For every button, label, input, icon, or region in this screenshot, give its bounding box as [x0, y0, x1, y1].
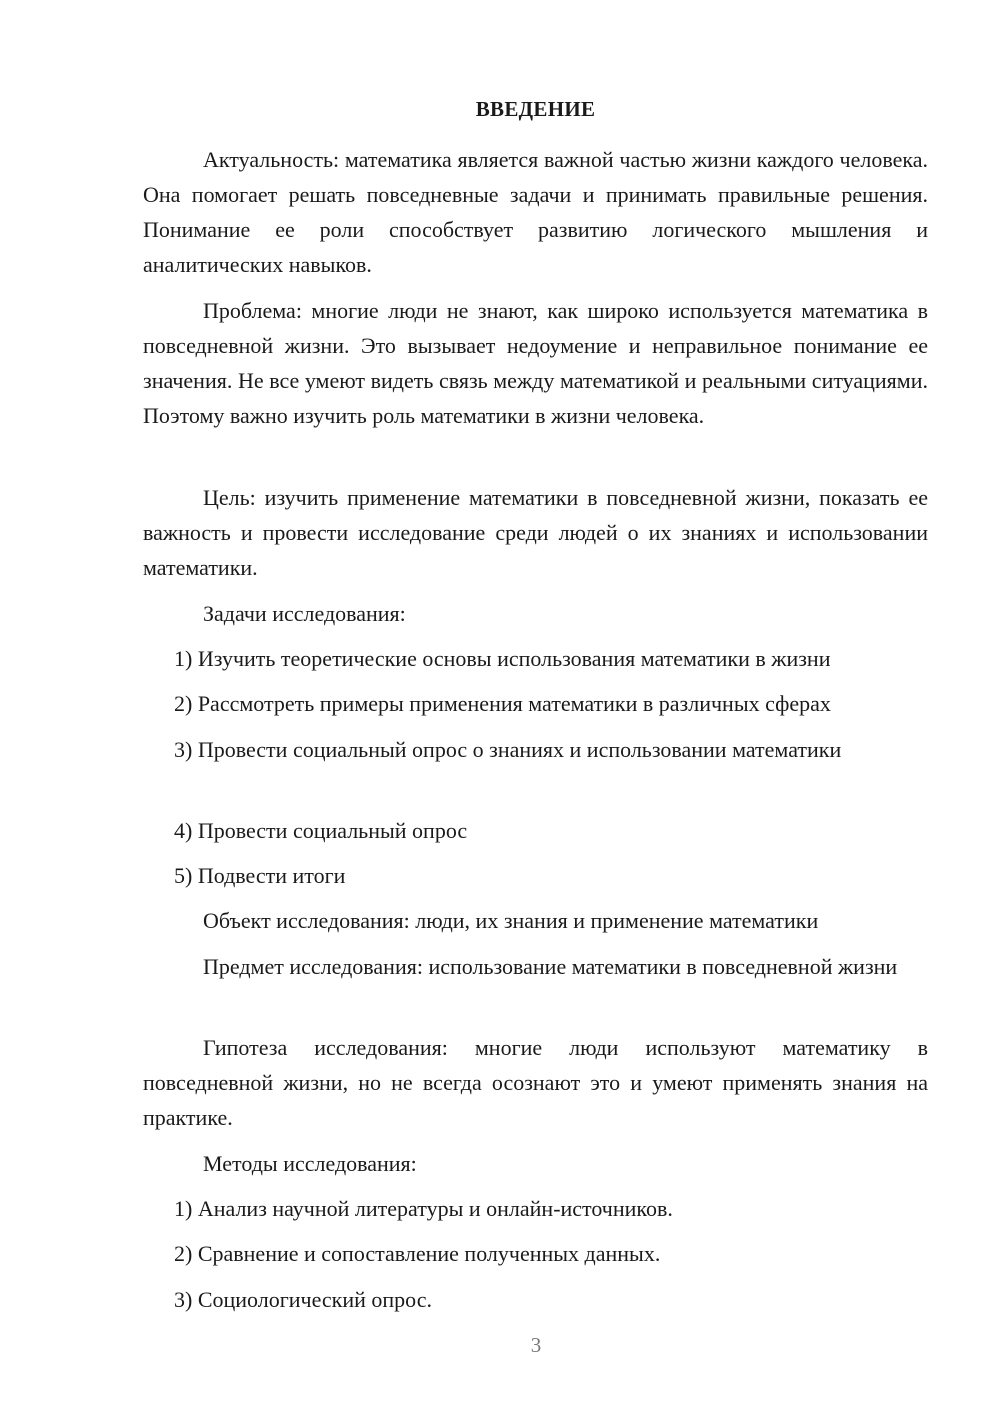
goal-paragraph: Цель: изучить применение математики в повседневной жизни, показать ее важность и провести исследование среди людей о их знаниях и использовании математики. — [143, 485, 928, 580]
subject-paragraph: Предмет исследования: использование математики в повседневной жизни — [203, 954, 898, 979]
object-paragraph: Объект исследования: люди, их знания и применение математики — [203, 908, 819, 933]
task-item: 2) Рассмотреть примеры применения математики в различных сферах — [174, 691, 831, 716]
problem-paragraph: Проблема: многие люди не знают, как широко используется математика в повседневной жизни. Это вызывает недоумение и неправильное понимание ее значения. Не все умеют видеть связь между математикой и реальными ситуациями. Поэтому важно изучить роль математики в жизни человека. — [143, 298, 928, 428]
methods-heading: Методы исследования: — [203, 1151, 417, 1176]
page-title: ВВЕДЕНИЕ — [475, 97, 596, 121]
task-item: 1) Изучить теоретические основы использования математики в жизни — [174, 646, 831, 671]
hypothesis-paragraph: Гипотеза исследования: многие люди используют математику в повседневной жизни, но не всегда осознают это и умеют применять знания на практике. — [143, 1035, 928, 1130]
method-item: 3) Социологический опрос. — [174, 1287, 432, 1312]
task-item: 4) Провести социальный опрос — [174, 818, 468, 843]
method-item: 1) Анализ научной литературы и онлайн-источников. — [174, 1196, 673, 1221]
task-item: 5) Подвести итоги — [174, 863, 346, 888]
page-number: 3 — [530, 1333, 542, 1357]
method-item: 2) Сравнение и сопоставление полученных данных. — [174, 1241, 661, 1266]
task-item: 3) Провести социальный опрос о знаниях и использовании математики — [174, 737, 842, 762]
tasks-heading: Задачи исследования: — [203, 601, 406, 626]
relevance-paragraph: Актуальность: математика является важной частью жизни каждого человека. Она помогает решать повседневные задачи и принимать правильные решения. Понимание ее роли способствует развитию логического мышления и аналитических навыков. — [143, 147, 928, 277]
